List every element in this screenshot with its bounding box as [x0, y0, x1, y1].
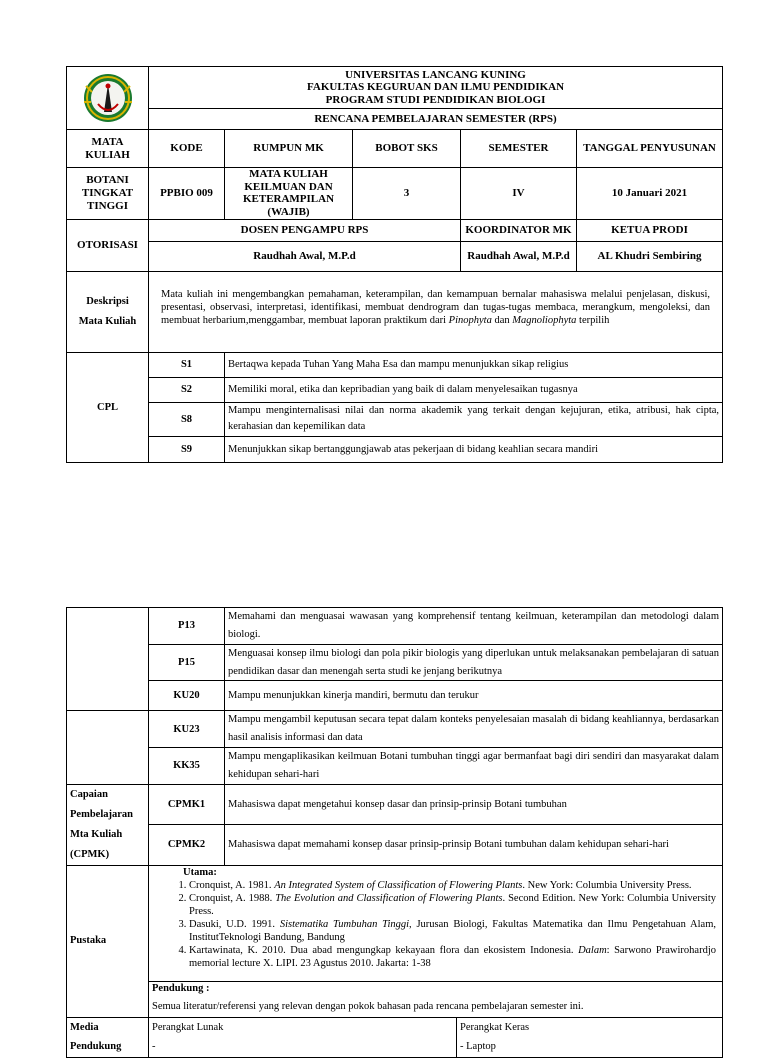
media-label-line2: Pendukung — [70, 1041, 122, 1053]
col-tanggal: TANGGAL PENYUSUNAN — [577, 130, 723, 168]
cpl-code: P15 — [149, 644, 225, 681]
pustaka-pendukung-label: Pendukung : — [152, 982, 210, 994]
cpmk-label: Capaian Pembelajaran Mta Kuliah (CPMK) — [67, 784, 149, 865]
reference-item: 4. Kartawinata, K. 2010. Dua abad mengungkap kekayaan flora dan ekosistem Indonesia. Dalam: Sarwono Prawirohardjo memorial lecture X. LIPI. 23 Agustus 2010. Jakarta: 1-38 — [189, 944, 716, 970]
reference-item: 3. Dasuki, U.D. 1991. Sistematika Tumbuhan Tinggi, Jurusan Biologi, Fakultas Matematika dan Ilmu Pengetahuan Alam, InstitutTeknologi Bandung, Bandung — [189, 918, 716, 944]
institution-header — [149, 67, 723, 109]
deskripsi-label — [67, 271, 149, 352]
koordinator-label: KOORDINATOR MK — [461, 219, 577, 241]
university-name: UNIVERSITAS LANCANG KUNING — [345, 68, 526, 81]
dosen-label: DOSEN PENGAMPU RPS — [149, 219, 461, 241]
media-label-line1: Media — [70, 1021, 99, 1033]
col-bobot: BOBOT SKS — [353, 130, 461, 168]
reference-item: 2. Cronquist, A. 1988. The Evolution and Classification of Flowering Plants. Second Edition. New York: Columbia University Press. — [189, 892, 716, 918]
col-semester: SEMESTER — [461, 130, 577, 168]
cpl-text: Mampu menunjukkan kinerja mandiri, bermutu dan terukur — [225, 681, 723, 711]
pustaka-pendukung-text: Semua literatur/referensi yang relevan dengan pokok bahasan pada rencana pembelajaran semester ini. — [152, 1000, 584, 1012]
cpmk-code: CPMK1 — [149, 784, 225, 824]
faculty-name: FAKULTAS KEGURUAN DAN ILMU PENDIDIKAN — [306, 81, 565, 94]
reference-item: 1. Cronquist, A. 1981. An Integrated System of Classification of Flowering Plants. New York: Columbia University Press. — [189, 879, 716, 892]
pustaka-label: Pustaka — [67, 865, 149, 1017]
course-tanggal: 10 Januari 2021 — [577, 168, 723, 220]
deskripsi-label-line2: Mata Kuliah — [78, 315, 137, 327]
col-kode: KODE — [149, 130, 225, 168]
reference-list — [169, 879, 716, 971]
cpl-text: Memiliki moral, etika dan kepribadian yang baik di dalam menyelesaikan tugasnya — [225, 377, 723, 402]
cpmk-code: CPMK2 — [149, 824, 225, 865]
cpl-code: S9 — [149, 437, 225, 463]
perangkat-keras-label: Perangkat Keras — [460, 1021, 530, 1033]
perangkat-keras-value: - Laptop — [460, 1041, 496, 1053]
cpl-code: KU20 — [149, 681, 225, 711]
koordinator-name: Raudhah Awal, M.P.d — [461, 241, 577, 271]
deskripsi-text-a: Mata kuliah ini mengembangkan pemahaman, keterampilan, dan kemampuan bernalar mahasiswa melalui penjelasan, diskusi, presentasi, observasi, interpretasi, identifikasi, membuat dendrogram dan tugas-tugas membaca, merangkum, mengoleksi, dan membuat herbarium,menggambar, membuat laporan praktikum dari — [161, 288, 711, 326]
cpl-code: P13 — [149, 608, 225, 645]
media-label — [67, 1017, 149, 1058]
logo-cell — [67, 67, 149, 130]
cpl-text: Bertaqwa kepada Tuhan Yang Maha Esa dan mampu menunjukkan sikap religius — [225, 352, 723, 377]
cpl-code: S8 — [149, 402, 225, 437]
perangkat-lunak-value: - — [152, 1041, 156, 1053]
pustaka-utama — [149, 865, 723, 981]
cpl-label: CPL — [67, 352, 149, 463]
deskripsi-text-b: dan — [491, 314, 513, 326]
cpl-text: Mampu mengaplikasikan keilmuan Botani tumbuhan tinggi agar bermanfaat bagi diri sendiri dan masyarakat dalam kehidupan sehari-hari — [225, 748, 723, 785]
pustaka-utama-label: Utama: — [183, 866, 217, 878]
deskripsi-text — [149, 271, 723, 352]
perangkat-lunak — [149, 1017, 457, 1058]
cpl-code: S1 — [149, 352, 225, 377]
col-rumpun: RUMPUN MK — [225, 130, 353, 168]
cpl-text: Memahami dan menguasai wawasan yang komprehensif tentang keilmuan, keterampilan dan metodologi dalam biologi. — [225, 608, 723, 645]
cpl-code: S2 — [149, 377, 225, 402]
course-rumpun: MATA KULIAH KEILMUAN DAN KETERAMPILAN (WAJIB) — [225, 168, 353, 220]
perangkat-keras — [457, 1017, 723, 1058]
document-title: RENCANA PEMBELAJARAN SEMESTER (RPS) — [149, 109, 723, 130]
deskripsi-italic-1: Pinophyta — [448, 314, 492, 326]
rps-header-table — [66, 66, 723, 463]
cpmk-text: Mahasiswa dapat memahami konsep dasar prinsip-prinsip Botani tumbuhan dalam kehidupan sehari-hari — [225, 824, 723, 865]
perangkat-lunak-label: Perangkat Lunak — [152, 1021, 224, 1033]
ketua-label: KETUA PRODI — [577, 219, 723, 241]
col-mata-kuliah: MATA KULIAH — [67, 130, 149, 168]
cpl-continued-label — [67, 711, 149, 784]
course-semester: IV — [461, 168, 577, 220]
pustaka-pendukung — [149, 981, 723, 1017]
otorisasi-label: OTORISASI — [67, 219, 149, 271]
course-name: BOTANI TINGKAT TINGGI — [67, 168, 149, 220]
dosen-name: Raudhah Awal, M.P.d — [149, 241, 461, 271]
university-logo — [78, 72, 138, 124]
deskripsi-label-line1: Deskripsi — [86, 295, 129, 307]
cpl-code: KU23 — [149, 711, 225, 748]
cpl-text: Menunjukkan sikap bertanggungjawab atas pekerjaan di bidang keahlian secara mandiri — [225, 437, 723, 463]
deskripsi-italic-2: Magnoliophyta — [512, 314, 577, 326]
cpl-text: Menguasai konsep ilmu biologi dan pola pikir biologis yang diperlukan untuk melaksanakan pembelajaran di satuan pendidikan dasar dan menengah serta studi ke jenjang berikutnya — [225, 644, 723, 681]
cpmk-text: Mahasiswa dapat mengetahui konsep dasar dan prinsip-prinsip Botani tumbuhan — [225, 784, 723, 824]
cpl-text: Mampu menginternalisasi nilai dan norma akademik yang terkait dengan kejujuran, etika, atribusi, hak cipta, kerahasian dan kepemilikan data — [225, 402, 723, 437]
course-code: PPBIO 009 — [149, 168, 225, 220]
cpl-code: KK35 — [149, 748, 225, 785]
ketua-name: AL Khudri Sembiring — [577, 241, 723, 271]
course-bobot: 3 — [353, 168, 461, 220]
program-name: PROGRAM STUDI PENDIDIKAN BIOLOGI — [325, 93, 546, 106]
cpl-continued-label — [67, 608, 149, 711]
rps-detail-table — [66, 607, 723, 1058]
deskripsi-text-c: terpilih — [576, 314, 610, 326]
cpl-text: Mampu mengambil keputusan secara tepat dalam konteks penyelesaian masalah di bidang keahliannya, berdasarkan hasil analisis informasi dan data — [225, 711, 723, 748]
